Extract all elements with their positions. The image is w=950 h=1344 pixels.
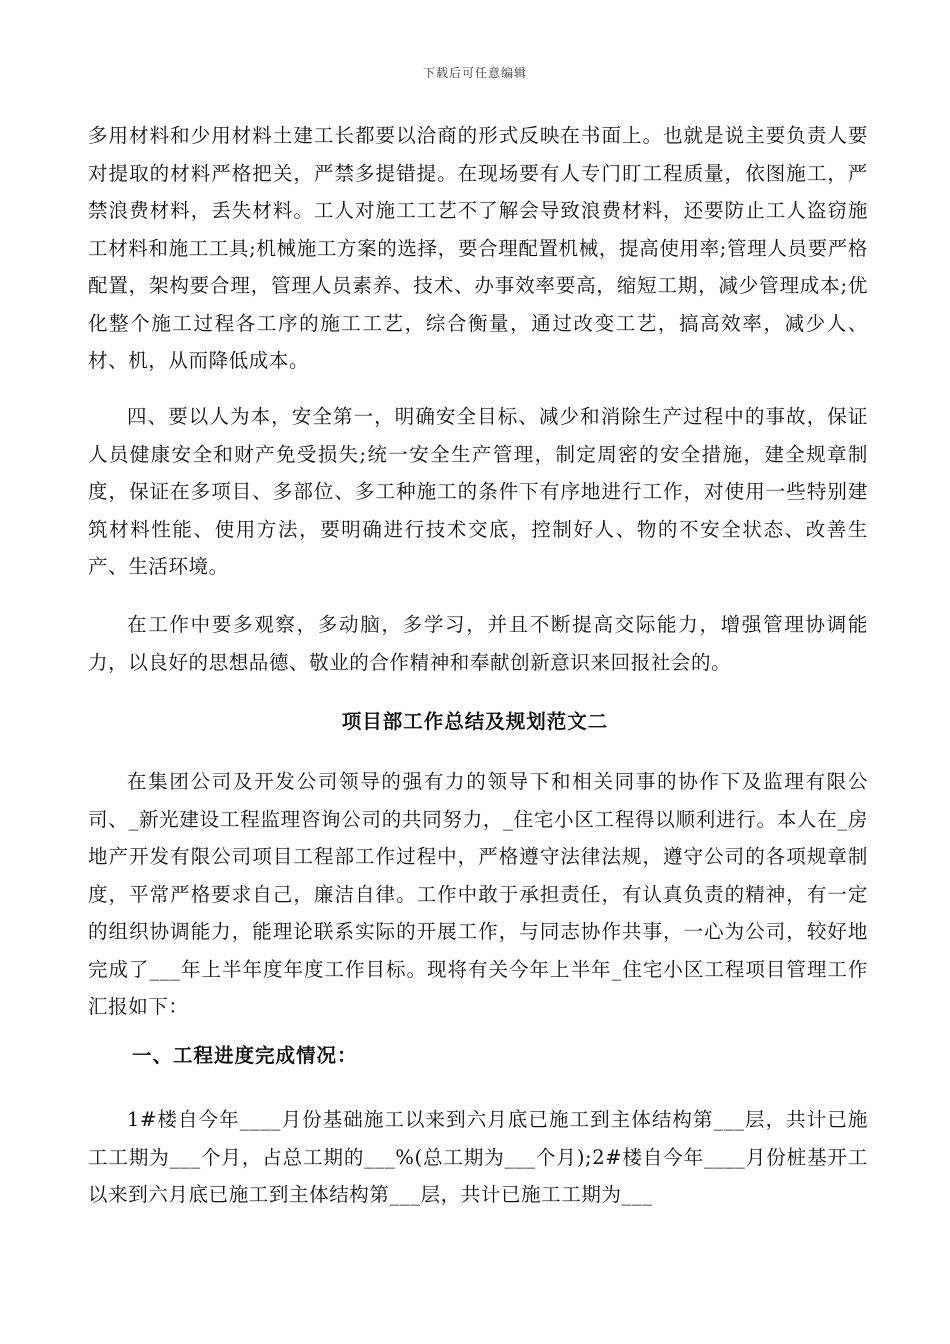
paragraph-cost-control: 多用材料和少用材料土建工长都要以洽商的形式反映在书面上。也就是说主要负责人要对提取的材料严格把关，严禁多提错提。在现场要有人专门盯工程质量，依图施工，严禁浪费材料，丢失材料。工人对施工工艺不了解会导致浪费材料，还要防止工人盗窃施工材料和施工工具;机械施工方案的选择，要合理配置机械，提高使用率;管理人员要严格配置，架构要合理，管理人员素养、技术、办事效率要高，缩短工期，减少管理成本;优化整个施工过程各工序的施工工艺，综合衡量，通过改变工艺，搞高效率，减少人、材、机，从而降低成本。 bbox=[88, 124, 868, 372]
section-heading: 项目部工作总结及规划范文二 bbox=[341, 710, 609, 733]
paragraph-work-attitude: 在工作中要多观察，多动脑，多学习，并且不断提高交际能力，增强管理协调能力，以良好的思想品德、敬业的合作精神和奉献创新意识来回报社会的。 bbox=[88, 613, 868, 674]
header-note: 下载后可任意编辑 bbox=[422, 66, 527, 80]
paragraph-safety: 四、要以人为本，安全第一，明确安全目标、减少和消除生产过程中的事故，保证人员健康安全和财产免受损失;统一安全生产管理，制定周密的安全措施，建全规章制度，保证在多项目、多部位、多工种施工的条件下有序地进行工作，对使用一些特别建筑材料性能、使用方法，要明确进行技术交底，控制好人、物的不安全状态、改善生产、生活环境。 bbox=[88, 405, 868, 578]
paragraph-introduction: 在集团公司及开发公司领导的强有力的领导下和相关同事的协作下及监理有限公司、_新光建设工程监理咨询公司的共同努力，_住宅小区工程得以顺利进行。本人在_房地产开发有限公司项目工程部工作过程中，严格遵守法律法规，遵守公司的各项规章制度，平常严格要求自己，廉洁自律。工作中敢于承担责任，有认真负责的精神，有一定的组织协调能力，能理论联系实际的开展工作，与同志协作共事，一心为公司，较好地完成了___年上半年度年度工作目标。现将有关今年上半年_住宅小区工程项目管理工作汇报如下： bbox=[88, 770, 868, 1018]
paragraph-progress: 1#楼自今年____月份基础施工以来到六月底已施工到主体结构第___层，共计已施工工期为___个月，占总工期的___%(总工期为___个月);2#楼自今年____月份桩基开工以来到六月底已施工到主体结构第___层，共计已施工工期为___ bbox=[88, 1108, 868, 1206]
subsection-heading: 一、工程进度完成情况： bbox=[132, 1044, 358, 1067]
